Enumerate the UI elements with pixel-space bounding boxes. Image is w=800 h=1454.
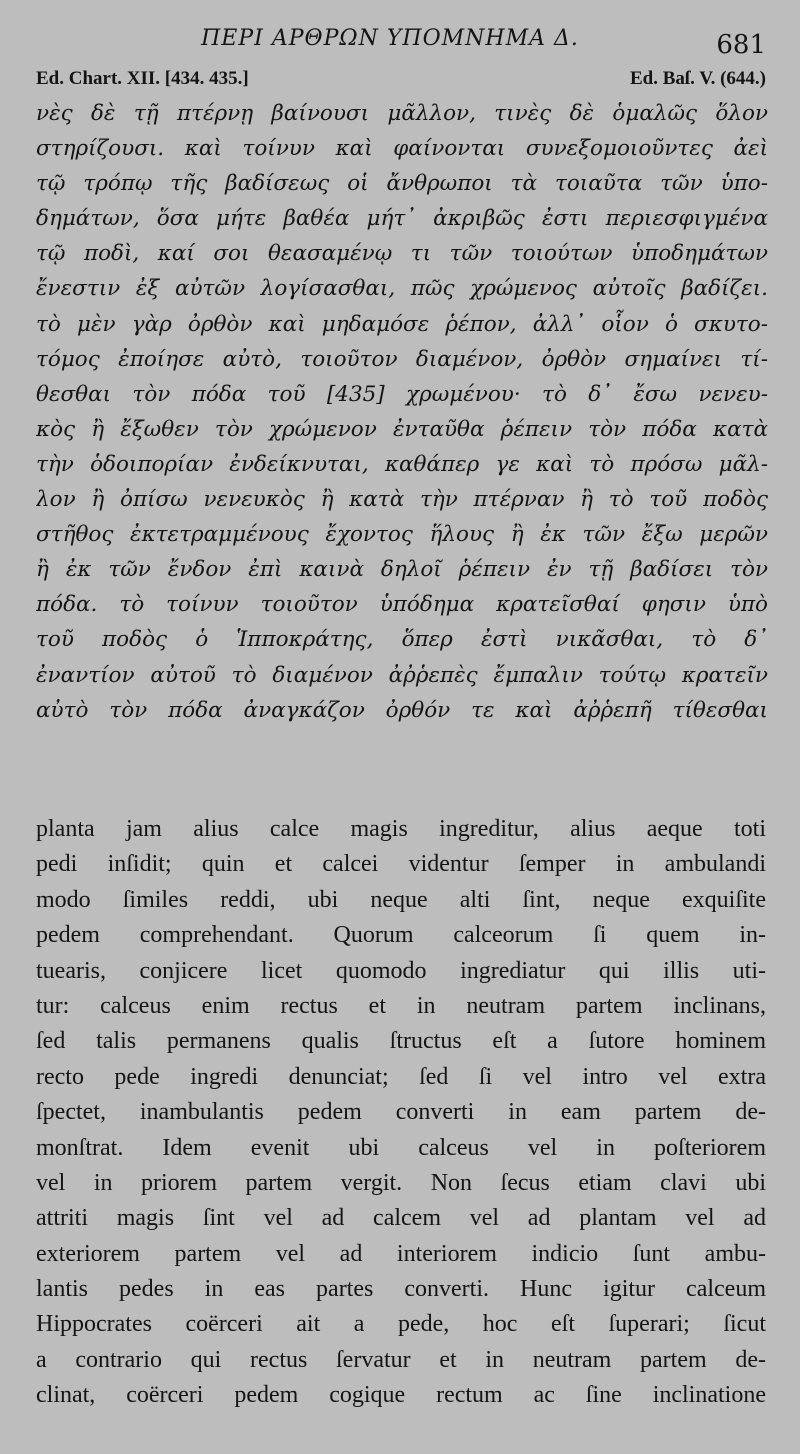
greek-text-line: στῆθος ἐκτετραμμένους ἔχοντος ἥλους ἢ ἐκ τῶν ἔξω μερῶν: [36, 522, 768, 548]
latin-text-line: pedem comprehendant. Quorum calceorum ſi quem in-: [36, 922, 766, 949]
latin-text-line: Hippocrates coërceri ait a pede, hoc eſt ſuperari; ſicut: [36, 1311, 766, 1338]
latin-text-line: lantis pedes in eas partes converti. Hunc igitur calceum: [36, 1276, 766, 1303]
latin-text-line: clinat, coërceri pedem cogique rectum ac ſine inclinatione: [36, 1382, 766, 1409]
latin-text-block: [36, 812, 766, 1414]
greek-text-block: [36, 96, 768, 728]
edition-reference-left: Ed. Chart. XII. [434. 435.]: [36, 68, 249, 89]
latin-text-line: tur: calceus enim rectus et in neutram partem inclinans,: [36, 992, 766, 1019]
greek-text-line: τόμος ἐποίησε αὐτὸ, τοιοῦτον διαμένον, ὀρθὸν σημαίνει τί-: [36, 346, 768, 372]
latin-text-line: modo ſimiles reddi, ubi neque alti ſint, neque exquiſite: [36, 886, 766, 913]
latin-text-line: a contrario qui rectus ſervatur et in neutram partem de-: [36, 1346, 766, 1373]
latin-text-line: exteriorem partem vel ad interiorem indicio ſunt ambu-: [36, 1240, 766, 1267]
greek-text-line: τὸ μὲν γὰρ ὀρθὸν καὶ μηδαμόσε ῥέπον, ἀλλ᾽ οἷον ὁ σκυτο-: [36, 311, 768, 337]
latin-text-line: recto pede ingredi denunciat; ſed ſi vel intro vel extra: [36, 1063, 766, 1090]
greek-text-line: ἔνεστιν ἐξ αὐτῶν λογίσασθαι, πῶς χρώμενος αὐτοῖς βαδίζει.: [36, 276, 768, 302]
latin-text-line: monſtrat. Idem evenit ubi calceus vel in poſteriorem: [36, 1134, 766, 1161]
running-title: ΠΕΡΙ ΑΡΘΡΩΝ ΥΠΟΜΝΗΜΑ Δ.: [201, 26, 579, 51]
greek-text-line: τοῦ ποδὸς ὁ Ἱπποκράτης, ὅπερ ἐστὶ νικᾶσθαι, τὸ δ᾽: [36, 627, 768, 653]
greek-text-line: ἢ ἐκ τῶν ἔνδον ἐπὶ καινὰ δηλοῖ ῥέπειν ἐν τῇ βαδίσει τὸν: [36, 557, 768, 583]
latin-text-line: pedi inſidit; quin et calcei videntur ſemper in ambulandi: [36, 851, 766, 878]
edition-reference-right: Ed. Baſ. V. (644.): [629, 68, 766, 89]
greek-text-line: νὲς δὲ τῇ πτέρνῃ βαίνουσι μᾶλλον, τινὲς δὲ ὁμαλῶς ὅλον: [36, 101, 768, 126]
greek-text-line: αὐτὸ τὸν πόδα ἀναγκάζον ὀρθόν τε καὶ ἀῤῥεπῆ τίθεσθαι: [36, 697, 768, 723]
greek-text-line: πόδα. τὸ τοίνυν τοιοῦτον ὑπόδημα κρατεῖσθαί φησιν ὑπὸ: [36, 592, 768, 618]
greek-text-line: στηρίζουσι. καὶ τοίνυν καὶ φαίνονται συνεξομοιοῦντες ἀεὶ: [36, 136, 768, 162]
latin-text-line: planta jam alius calce magis ingreditur, alius aeque toti: [36, 816, 766, 842]
latin-text-line: attriti magis ſint vel ad calcem vel ad plantam vel ad: [36, 1205, 766, 1232]
greek-text-line: δημάτων, ὅσα μήτε βαθέα μήτ᾽ ἀκριβῶς ἐστι περιεσφιγμένα: [36, 206, 768, 232]
page-number: 681: [716, 30, 766, 60]
greek-text-line: λον ἢ ὀπίσω νενευκὸς ἢ κατὰ τὴν πτέρναν ἢ τὸ τοῦ ποδὸς: [36, 487, 768, 513]
greek-text-line: κὸς ἢ ἔξωθεν τὸν χρώμενον ἐνταῦθα ῥέπειν τὸν πόδα κατὰ: [36, 416, 768, 442]
greek-text-line: τὴν ὁδοιπορίαν ἐνδείκνυται, καθάπερ γε καὶ τὸ πρόσω μᾶλ-: [36, 451, 768, 477]
greek-text-line: τῷ ποδὶ, καί σοι θεασαμένῳ τι τῶν τοιούτων ὑποδημάτων: [36, 241, 768, 267]
greek-text-line: τῷ τρόπῳ τῆς βαδίσεως οἱ ἄνθρωποι τὰ τοιαῦτα τῶν ὑπο-: [36, 171, 768, 197]
latin-text-line: ſpectet, inambulantis pedem converti in eam partem de-: [36, 1099, 766, 1126]
latin-text-line: vel in priorem partem vergit. Non ſecus etiam clavi ubi: [36, 1169, 766, 1196]
latin-text-line: ſed talis permanens qualis ſtructus eſt a ſutore hominem: [36, 1028, 766, 1055]
greek-text-line: ἐναντίον αὐτοῦ τὸ διαμένον ἀῤῥεπὲς ἔμπαλιν τούτῳ κρατεῖν: [36, 662, 768, 688]
greek-text-line: θεσθαι τὸν πόδα τοῦ [435] χρωμένου· τὸ δ᾽ ἔσω νενευ-: [36, 381, 768, 407]
latin-text-line: tuearis, conjicere licet quomodo ingrediatur qui illis uti-: [36, 957, 766, 984]
